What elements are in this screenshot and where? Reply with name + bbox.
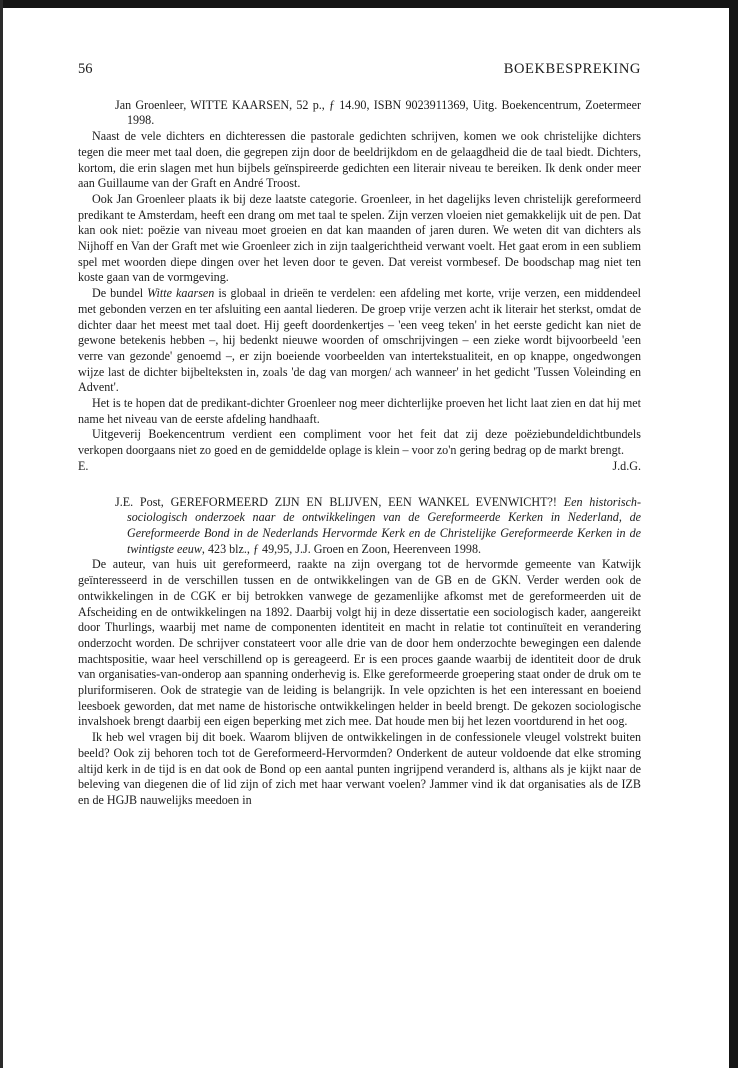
book-title: Witte kaarsen <box>147 286 215 301</box>
review-citation: Jan Groenleer, WITTE KAARSEN, 52 p., ƒ 14.90, ISBN 9023911369, Uitg. Boekencentrum, Zoetermeer 1998. <box>115 97 641 128</box>
scan-border-top <box>0 0 738 8</box>
review-witte-kaarsen <box>78 98 641 475</box>
signature-right: J.d.G. <box>612 458 641 473</box>
review-gereformeerd-zijn <box>78 495 641 809</box>
review-paragraph: De auteur, van huis uit gereformeerd, raakte na zijn overgang tot de hervormde gemeente van Katwijk geïnteresseerd in de verschillen tussen en de ontwikkelingen van de GB en de GKN. Verder werden ook de ontwikkelingen in de CGK er bij betrokken vanwege de gezamenlijke afkomst met de gereformeerden uit de Afscheiding en de ontwikkelingen na 1892. Daarbij volgt hij in deze dissertatie een sociologisch kader, aangereikt door Thurlings, waarbij met name de componenten identiteit en macht in relatie tot continuïteit en verandering onderzocht worden. De schrijver constateert voor alle drie van de door hem onderzochte bewegingen een dalende machtspositie, waar heel verschillend op is gereageerd. Er is een proces gaande waarbij de identiteit door de druk van organisaties-van-onderop aan spanning onderhevig is. Elke gereformeerde groepering staat onder de druk om te pluriformiseren. Ook de strategie van de leiding is belangrijk. In vele opzichten is het een interessant en boeiend leesboek geworden, dat met name de historische ontwikkelingen helder in beeld brengt. De gekozen sociologische invalshoek brengt daarbij een eigen beperking met zich mee. Dat houde men bij het lezen voortdurend in het oog. <box>78 557 641 729</box>
review-paragraph: Uitgeverij Boekencentrum verdient een compliment voor het feit dat zij deze poëziebundeldichtbundels verkopen doorgaans niet zo goed en de gemiddelde oplage is klein – voor zo'n gering bedrag op de markt brengt. <box>78 427 641 458</box>
paragraph-text: De bundel <box>92 286 148 301</box>
page-number: 56 <box>78 61 93 77</box>
scan-border-left <box>0 0 3 1068</box>
section-title: BOEKBESPREKING <box>503 61 641 77</box>
signature-left: E. <box>78 458 89 473</box>
review-signature <box>78 459 641 475</box>
review-paragraph: Naast de vele dichters en dichteressen die pastorale gedichten schrijven, komen we ook christelijke dichters tegen die meer met taal doen, die gegrepen zijn door de beeldrijkdom en de gelaagdheid die de taal biedt. Dichters, kortom, die erin slagen met hun bijbels geïnspireerde gedichten een literair niveau te bereiken. Ik denk onder meer aan Guillaume van der Graft en André Troost. <box>78 129 641 191</box>
review-paragraph <box>78 286 641 396</box>
review-paragraph: Het is te hopen dat de predikant-dichter Groenleer nog meer dichterlijke proeven het licht laat zien en dat hij met name het niveau van de eerste afdeling handhaaft. <box>78 396 641 426</box>
page-header <box>78 62 641 78</box>
citation-text: , 423 blz., ƒ 49,95, J.J. Groen en Zoon, Heerenveen 1998. <box>201 541 482 556</box>
review-citation <box>115 495 641 558</box>
review-paragraph: Ook Jan Groenleer plaats ik bij deze laatste categorie. Groenleer, in het dagelijks leven christelijk gereformeerd predikant te Amsterdam, heeft een drang om met taal te spelen. Zijn verzen vloeien niet gemakkelijk uit de pen. Dat kan ook niet: poëzie van niveau moet groeien en dat kan maanden of jaren duren. We weten dit van dichters als Nijhoff en Van der Graft met wie Groenleer zich in zijn taalgerichtheid verwant voelt. Het gaat erom in een subliem spel met woorden diepe dingen over het leven door te geven. Dat vereist vormbesef. De boodschap mag niet ten koste gaan van de vormgeving. <box>78 191 641 285</box>
paragraph-text: is globaal in drieën te verdelen: een afdeling met korte, vrije verzen, een middendeel met gebonden verzen en ter afsluiting een aantal liederen. De groep vrije verzen acht ik literair het sterkst, omdat de dichter daar het meest met taal doet. Hij geeft doordenkertjes – 'een veeg teken' in het eerste gedicht kan niet de gewone betekenis hebben –, hij bedenkt nieuwe woorden of omschrijvingen – een zieke wordt bijvoorbeeld 'een verre van gezonde' genoemd –, er zijn boeiende voorbeelden van intertekstualiteit, en op knappe, ongedwongen wijze last de dichter bijbelteksten in, zoals 'de dag van morgen/ ach wanneer' in het gedicht 'Tussen Voleinding en Advent'. <box>78 286 642 395</box>
scan-border-right <box>729 0 738 1068</box>
book-subtitle: Een historisch-sociologisch onderzoek naar de ontwikkelingen van de Gereformeerde Kerken in Nederland, de Gereformeerde Bond in de Nederlands Hervormde Kerk en de Christelijke Gereformeerde Kerken in de twintigste eeuw <box>127 494 642 556</box>
citation-text: J.E. Post, GEREFORMEERD ZIJN EN BLIJVEN, EEN WANKEL EVENWICHT?! <box>115 494 564 509</box>
review-paragraph: Ik heb wel vragen bij dit boek. Waarom blijven de ontwikkelingen in de confessionele vleugel volstrekt buiten beeld? Ook zij behoren toch tot de Gereformeerd-Hervormden? Onderkent de auteur voldoende dat elke stroming altijd kerk in de tijd is en dat ook de Bond op een aantal punten ingrijpend veranderd is, althans als je kijkt naar de beleving van diegenen die of lid zijn of zich met haar verwant voelen? Jammer vind ik dat organisaties als de IZB en de HGJB nauwelijks meedoen in <box>78 730 641 807</box>
document-page <box>78 62 641 809</box>
